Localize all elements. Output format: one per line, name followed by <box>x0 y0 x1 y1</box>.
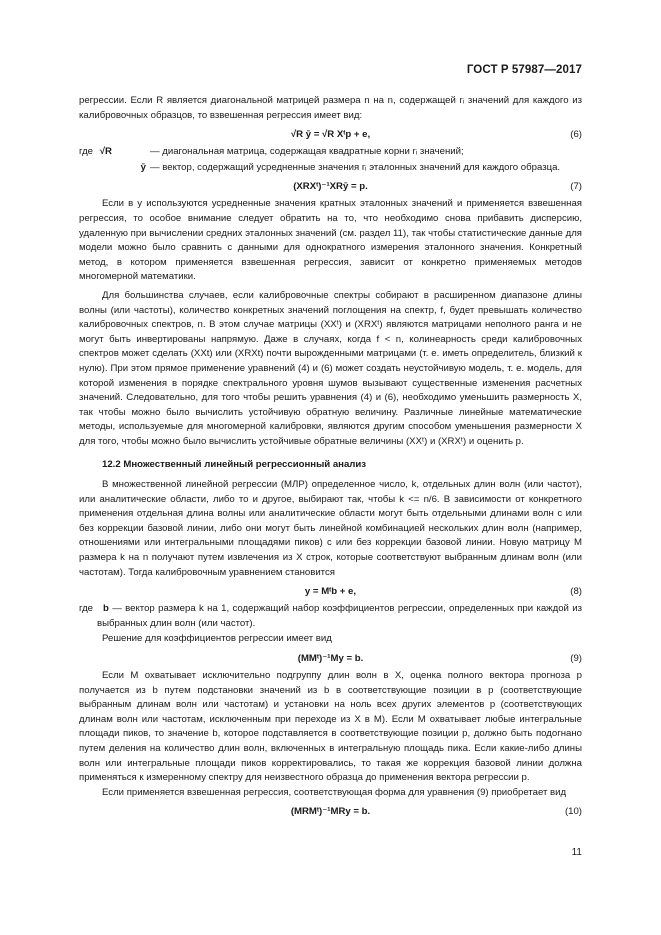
equation-6 <box>79 126 582 143</box>
definition-b-symbol: b <box>103 603 109 615</box>
paragraph-3: Для большинства случаев, если калибровочные спектры собирают в расширенном диапазоне длины волны (или частоты), количество конкретных значений поглощения на спектр, f, будет превышать количество калибровочных спектров, n. В этом случае матрицы (XXᵗ) и (XRXᵗ) являются матрицами неполного ранга и не могут быть инвертированы напрямую. Даже в случаях, когда f < n, колинеарность среди калибровочных спектров может сделать (XXt) или (XRXt) почти вырожденными матрицами (т. е. иметь определитель, близкий к нулю). При этом прямое применение уравнений (4) и (6) может создать неустойчивую модель, т. е. модель, для которой изменения в порядке спектрального уровня шумов вызывают существенные изменения расчетных значений. Следовательно, для того чтобы решить уравнения (4) и (6), необходимо уменьшить размерность X, так чтобы можно было вычислить устойчивую обратную величину. Различные линейные математические методы, используемые для многомерной калибровки, являются другим способом уменьшения размерности X для того, чтобы можно было вычислить устойчивые обратные величины (XXᵗ) и (XRXᵗ) и оценить p. <box>79 289 582 447</box>
equation-8 <box>79 583 582 600</box>
standard-header: ГОСТ Р 57987—2017 <box>466 64 582 76</box>
definition-sqrt-r-text: — диагональная матрица, содержащая квадратные корни rᵢ значений; <box>150 146 464 158</box>
paragraph-6: Если M охватывает исключительно подгруппу длин волн в X, оценка полного вектора прогноза p получается из b путем подстановки значений из b в соответствующие позиции в p (соответствующие выбранным длинам волн или частотам) и установки на ноль всех других элементов p (соответствующих длинам волн или частотам, исключенным при переходе из X в M). Если M охватывает любые интегральные площади пиков, то значение b, которое подставляется в соответствующие позиции p, должно быть подогнано путем деления на количество длин волн, включенных в интегральную площадь пика. Если какие-либо длины волн или интегральные площади пиков корректировались, то такая же коррекция базовой линии должна применяться к измеренному спектру для неизвестного образца до применения вектора регрессии p. <box>79 670 582 784</box>
paragraph-5: Решение для коэффициентов регрессии имеет вид <box>102 633 332 645</box>
equation-10-number: (10) <box>564 806 582 818</box>
equation-6-number: (6) <box>570 129 582 141</box>
definition-b-lead: где <box>79 603 94 615</box>
equation-7 <box>79 178 582 195</box>
page-content <box>79 94 582 822</box>
definition-y-bar-symbol: ȳ <box>140 161 146 173</box>
definition-b-text: — вектор размера k на 1, содержащий набор коэффициентов регрессии, определенных при каждой из выбранных длин волн (или частот). <box>97 603 582 629</box>
paragraph-4: В множественной линейной регрессии (МЛР) определенное число, k, отдельных длин волн (или частот), или аналитические области, либо то и другое, выбирают так, чтобы k <= n/6. В зависимости от конкретного применения отдельная длина волны или аналитические области могут быть отдельными длинами волн с или без коррекции базовой линии, либо они могут быть линейной комбинацией нескольких длин волн (например, отношениями или интегральными площадями пиков) с или без коррекции базовой линии. Новую матрицу M размера k на n получают путем извлечения из X строк, которые соответствуют выбранным длинам волн (или частотам). Тогда калибровочным уравнением становится <box>79 479 582 578</box>
definition-b <box>79 602 582 631</box>
equation-9-number: (9) <box>570 653 582 664</box>
equation-10 <box>79 803 582 820</box>
equation-8-number: (8) <box>570 586 582 598</box>
paragraph-2: Если в y используются усредненные значения кратных эталонных значений и применяется взвешенная регрессия, то особое внимание следует обратить на то, что необходимо снова прибавить дисперсию, удаленную при вычислении средних эталонных значений (см. раздел 11), так чтобы статистические данные для модели можно было сравнить с данными для однократного измерения эталонного значения. Конкретный метод, в котором применяется взвешенная регрессия, зависит от конкретно применяемых методов многомерной математики. <box>79 198 582 283</box>
definition-sqrt-r <box>79 145 582 160</box>
paragraph-1: регрессии. Если R является диагональной матрицей размера n на n, содержащей rᵢ значений для каждого из калибровочных образцов, то взвешенная регрессия имеет вид: <box>79 95 582 121</box>
equation-7-number: (7) <box>570 181 582 193</box>
equation-10-formula: (MRMᵗ)⁻¹MRy = b. <box>290 806 371 818</box>
definition-y-bar <box>79 161 582 176</box>
definition-where: где <box>79 146 94 158</box>
equation-8-formula: y = Mᵗb + e, <box>304 586 357 598</box>
definition-sqrt-r-symbol: √R <box>99 146 112 158</box>
equation-9 <box>79 650 582 667</box>
section-heading-12-2: 12.2 Множественный линейный регрессионный анализ <box>102 459 367 471</box>
equation-7-formula: (XRXᵗ)⁻¹XRȳ = p. <box>293 181 368 193</box>
definition-y-bar-text: — вектор, содержащий усредненные значения rᵢ эталонных значений для каждого образца. <box>150 161 561 173</box>
equation-9-formula: (MMᵗ)⁻¹My = b. <box>297 653 364 664</box>
page-number: 11 <box>571 847 582 858</box>
equation-6-formula: √R ȳ = √R Xᵗp + e, <box>290 129 371 141</box>
paragraph-7: Если применяется взвешенная регрессия, соответствующая форма для уравнения (9) приобретает вид <box>102 786 567 798</box>
